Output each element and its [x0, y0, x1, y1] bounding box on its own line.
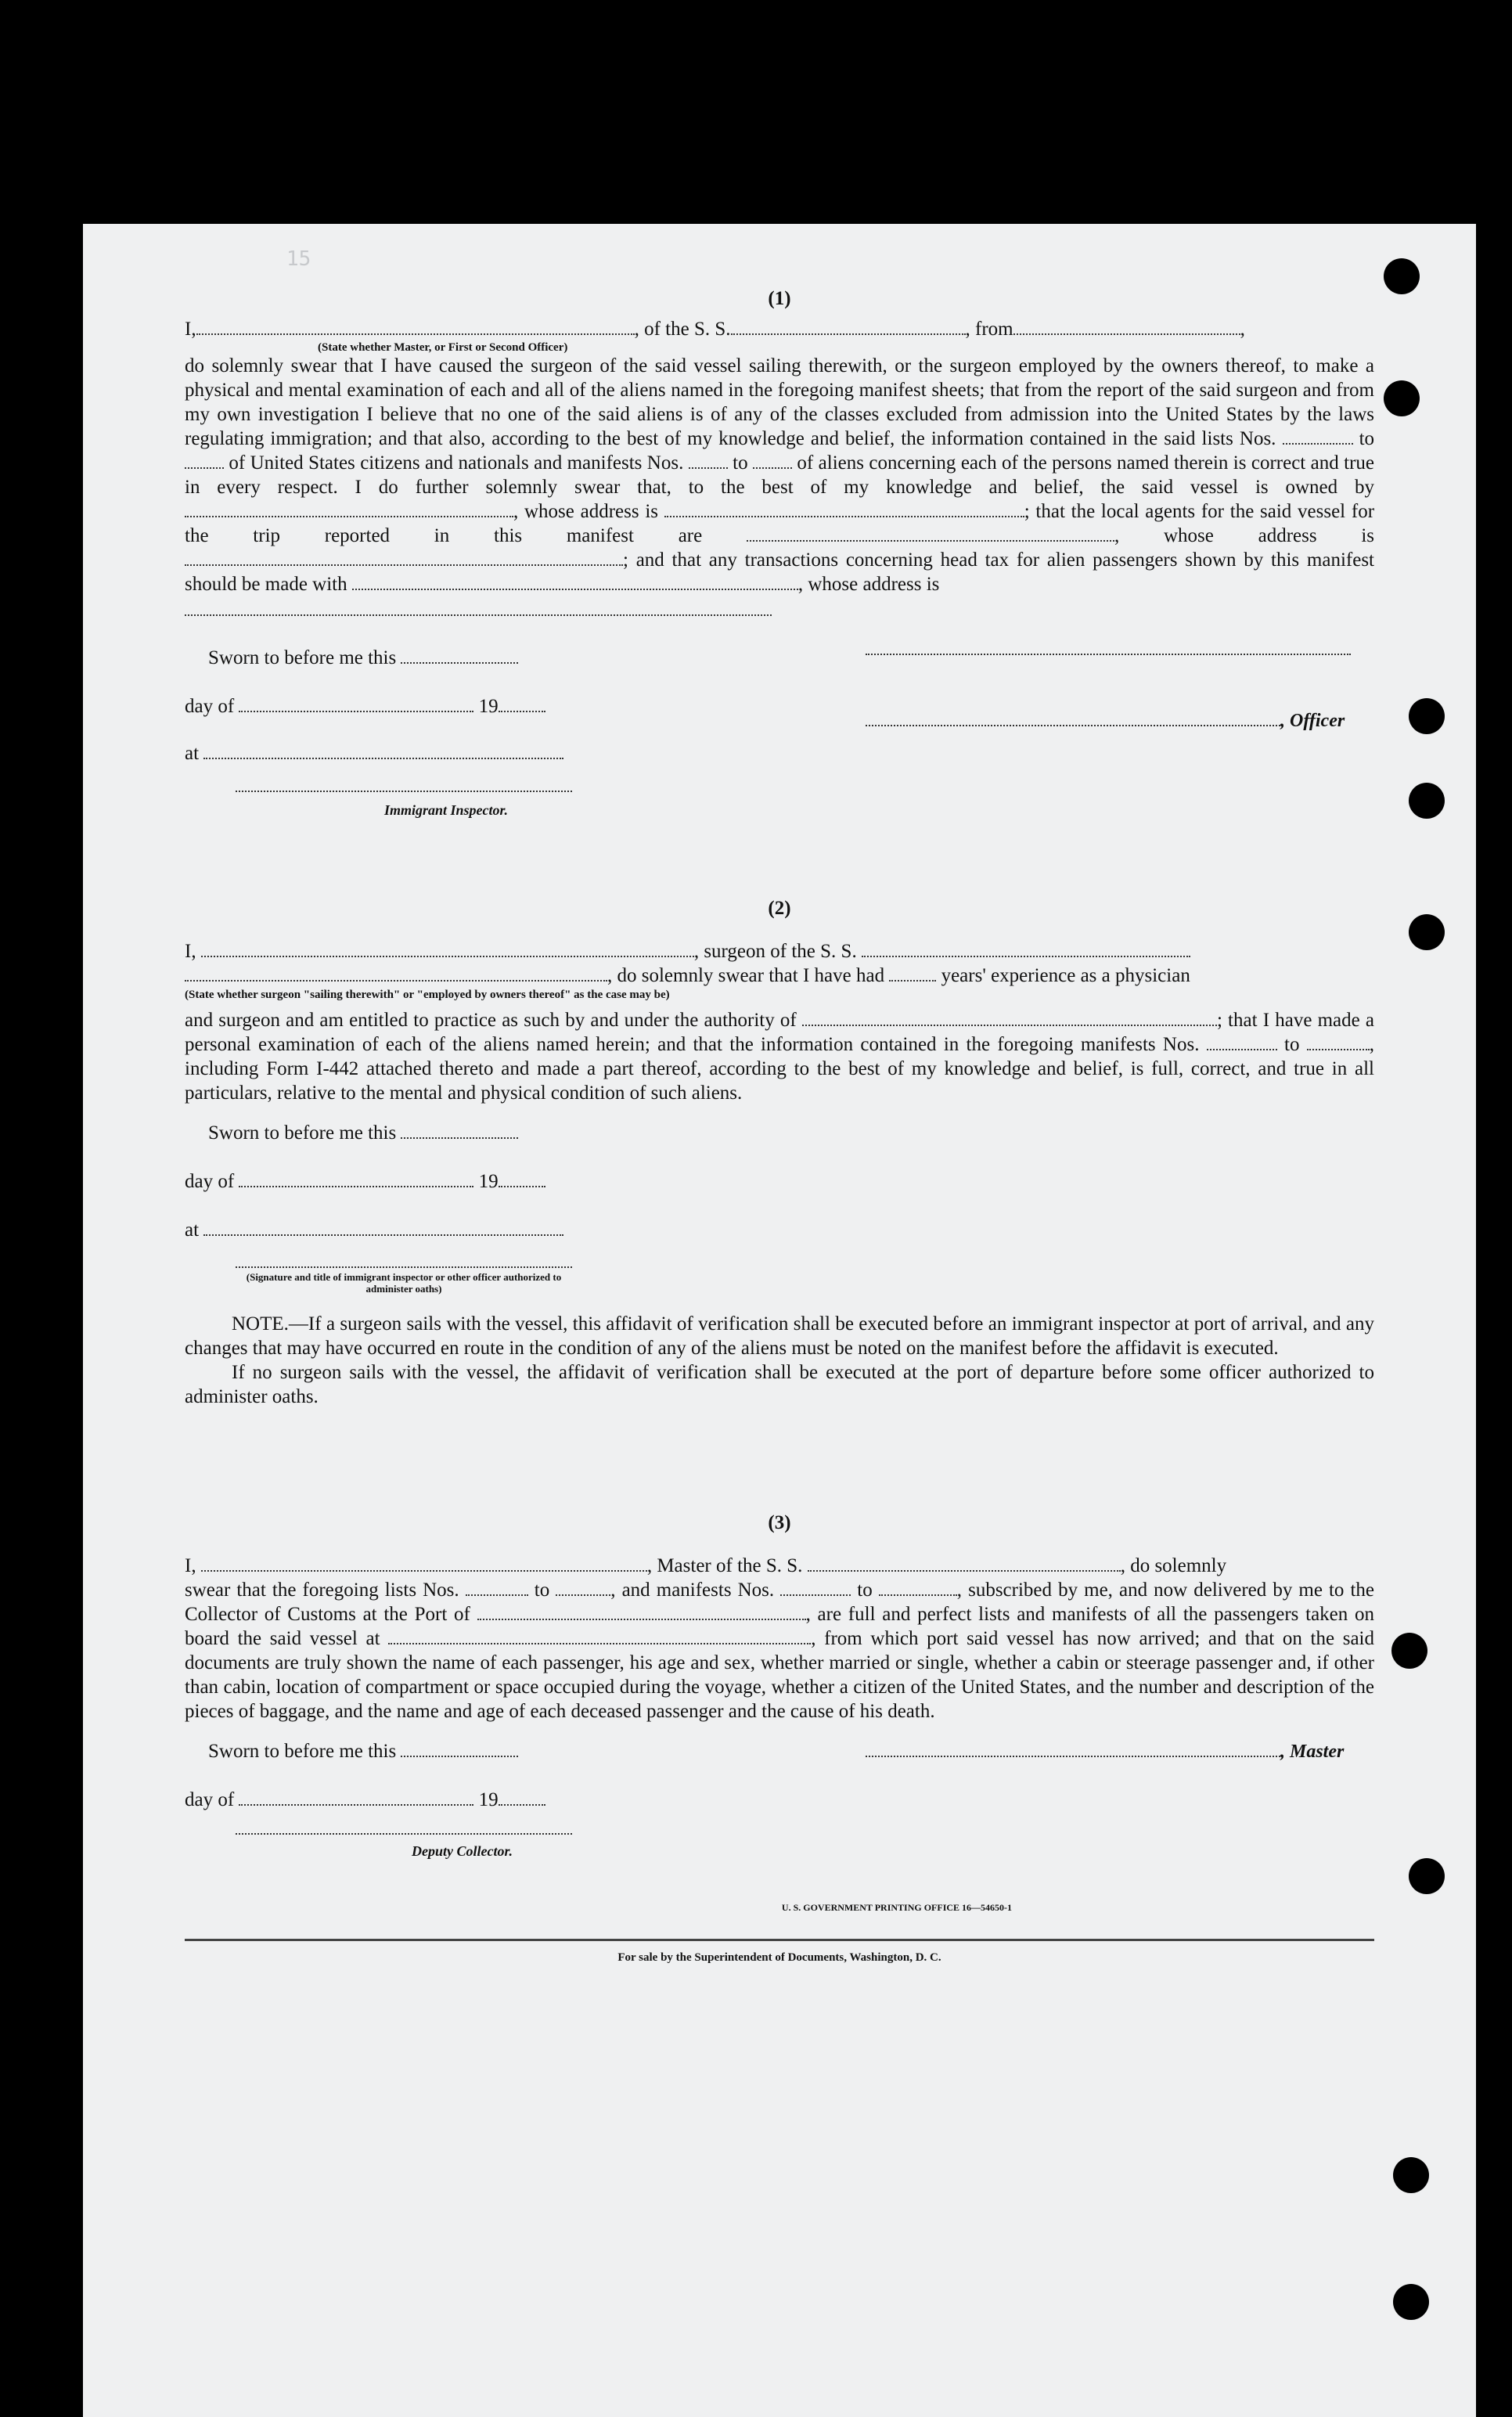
immigrant-inspector-label: Immigrant Inspector. — [384, 802, 509, 818]
gpo-imprint: U. S. GOVERNMENT PRINTING OFFICE 16—54650-1 — [781, 1902, 1013, 1913]
section-1-body-text-5: ; that the local agents for the said vessel for the trip reported in this manifest are — [185, 501, 1375, 546]
section-2-body-text-2: ; that I have made a personal examination of each of the aliens named herein; and that the information contained in the foregoing manifests Nos. — [185, 1010, 1375, 1055]
section-3-header-line — [185, 1554, 1374, 1578]
to-label: to — [534, 1580, 550, 1601]
note-text: —If a surgeon sails with the vessel, this affidavit of verification shall be executed before an immigrant inspector at port of arrival, and any changes that may have occurred en route in the condition of any of the aliens must be noted on the manifest before the affidavit is executed. — [185, 1313, 1374, 1359]
day-of-label: day of — [185, 696, 235, 717]
section-1-body-text: do solemnly swear that I have caused the surgeon of the said vessel sailing therewith, or the surgeon employed by the owners thereof, to make a physical and mental examination of each and all of the aliens named in the foregoing manifest sheets; that from the report of the said surgeon and from my own investigation I believe that no one of the said aliens is of any of the classes excluded from admission into the United States by the laws regulating immigration; and that also, according to the best of my knowledge and belief, the information contained in the said lists Nos. — [185, 355, 1374, 449]
section-1-body — [185, 354, 1374, 596]
section-2-ss-label: , surgeon of the S. S. — [693, 941, 857, 962]
sworn-label: Sworn to before me this — [208, 647, 397, 668]
section-3-ss-label: , Master of the S. S. — [646, 1555, 803, 1576]
section-1-signature-block — [185, 638, 1374, 841]
section-3-body-text-5: , from which port said vessel has now arrived; and that on the said documents are truly shown the name of each passenger, his age and sex, whether married or single, whether a cabin or steerage passenger and, if other than cabin, location of compartment or space occupied during the voyage, whether a citizen of the United States, and the number and description of the pieces of baggage, and the name and age of each deceased passenger and the cause of his death. — [185, 1628, 1374, 1722]
at-label: at — [185, 1219, 200, 1241]
day-of-label: day of — [185, 1789, 235, 1810]
section-1-body-text-2: of United States citizens and nationals and manifests Nos. — [229, 452, 684, 474]
affidavit-form — [185, 286, 1374, 1970]
day-of-label: day of — [185, 1171, 235, 1192]
section-3-number: (3) — [768, 1512, 791, 1533]
section-2-signature-block — [185, 1121, 1374, 1309]
punch-hole — [1393, 2284, 1429, 2320]
section-3-body-text-4: , are full and perfect lists and manifests of all the passengers taken on board the said vessel at — [185, 1604, 1375, 1649]
signature-note: (Signature and title of immigrant inspector or other officer authorized to administer oaths) — [246, 1271, 562, 1295]
section-2-note-paragraph — [185, 1312, 1374, 1360]
section-3-swear-text: , do solemnly — [1120, 1555, 1227, 1576]
show-through-text: 15 — [286, 247, 311, 271]
punch-hole — [1391, 1633, 1427, 1669]
section-3-body — [185, 1578, 1374, 1724]
section-2-number: (2) — [768, 898, 791, 919]
section-3-body-text-3: , subscribed by me, and now delivered by me to the Collector of Customs at the Port of — [185, 1580, 1375, 1625]
section-3-signature-block — [185, 1739, 1374, 1880]
section-1-header-line — [185, 317, 1374, 341]
to-label: to — [733, 452, 748, 474]
note-label: NOTE. — [232, 1313, 289, 1335]
section-1-number: (1) — [768, 288, 791, 309]
section-1-body-text-4: , whose address is — [513, 501, 658, 522]
to-label: to — [1359, 428, 1375, 449]
year-label: 19 — [478, 1789, 499, 1810]
section-3-body-text: swear that the foregoing lists Nos. — [185, 1580, 459, 1601]
section-1-i: I, — [185, 319, 196, 340]
section-1-body-text-3: of aliens concerning each of the persons named therein is correct and true in every respect. I do further solemnly swear that, to the best of my knowledge and belief, the said vessel is owned by — [185, 452, 1375, 498]
document-page — [83, 224, 1476, 2417]
section-2-body-text: and surgeon and am entitled to practice as such by and under the authority of — [185, 1010, 797, 1031]
section-2-line-2 — [185, 964, 1374, 988]
officer-label: , Officer — [1280, 711, 1345, 731]
comma: , — [1240, 319, 1245, 340]
section-2-body-text-3: , including Form I-442 attached thereto and made a part thereof, according to the best of my knowledge and belief, is full, correct, and true in all particulars, relative to the mental and physical condition of such aliens. — [185, 1034, 1375, 1104]
sworn-label: Sworn to before me this — [208, 1122, 397, 1144]
section-1-ss-label: , of the S. S. — [634, 319, 731, 340]
section-2-header-line — [185, 939, 1374, 964]
footer-rule — [185, 1939, 1374, 1941]
section-2-experience-text: years' experience as a physician — [941, 965, 1190, 986]
section-1-note: (State whether Master, or First or Second Officer) — [318, 341, 568, 354]
section-2-note-paragraph-2: If no surgeon sails with the vessel, the affidavit of verification shall be executed at the port of departure before some officer authorized to administer oaths. — [185, 1362, 1374, 1407]
punch-hole — [1384, 380, 1420, 416]
section-1-body-text-8: , whose address is — [797, 574, 940, 595]
section-3-i: I, — [185, 1555, 196, 1576]
section-2-body — [185, 1008, 1374, 1105]
section-3-body-text-2: , and manifests Nos. — [610, 1580, 775, 1601]
punch-hole — [1384, 258, 1420, 294]
section-2-swear-text: , do solemnly swear that I have had — [607, 965, 885, 986]
punch-hole — [1409, 698, 1445, 734]
to-label: to — [1284, 1034, 1300, 1055]
to-label: to — [857, 1580, 873, 1601]
sworn-label: Sworn to before me this — [208, 1741, 397, 1762]
section-1-body-text-6: , whose address is — [1114, 525, 1374, 546]
punch-hole — [1409, 1858, 1445, 1894]
at-label: at — [185, 743, 200, 764]
punch-hole — [1409, 783, 1445, 819]
punch-hole — [1409, 914, 1445, 950]
sale-notice: For sale by the Superintendent of Documents, Washington, D. C. — [617, 1951, 941, 1964]
section-2-note: (State whether surgeon "sailing therewith" or "employed by owners thereof" as the case may be) — [185, 989, 670, 1001]
punch-hole — [1393, 2157, 1429, 2193]
year-label: 19 — [478, 696, 499, 717]
master-label: , Master — [1280, 1742, 1345, 1762]
deputy-collector-label: Deputy Collector. — [412, 1843, 513, 1859]
section-2-i: I, — [185, 941, 196, 962]
year-label: 19 — [478, 1171, 499, 1192]
section-1-from-label: , from — [965, 319, 1013, 340]
section-1-body-text-7: ; and that any transactions concerning head tax for alien passengers shown by this manifest should be made with — [185, 549, 1374, 595]
